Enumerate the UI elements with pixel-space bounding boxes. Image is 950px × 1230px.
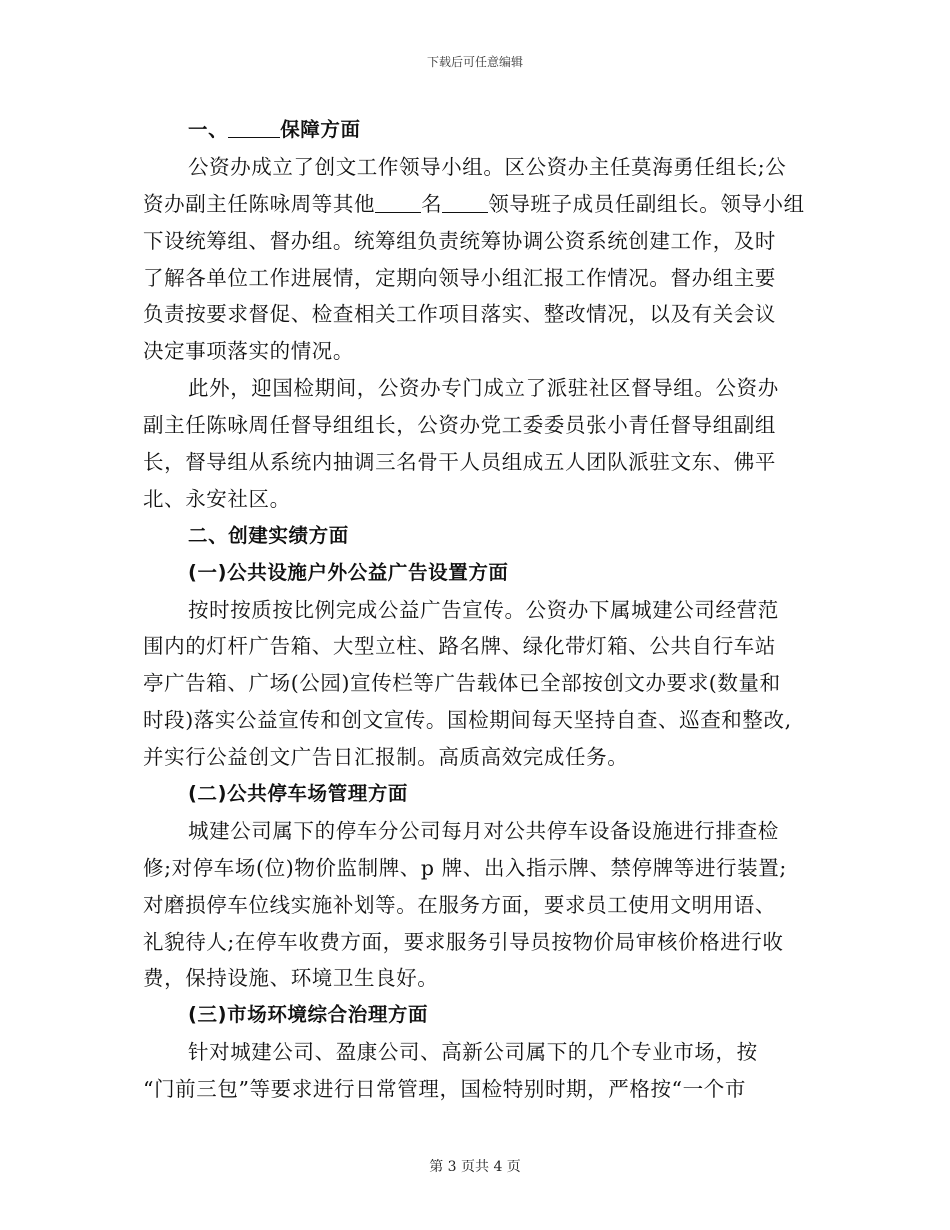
paragraph-line: 公资办成立了创文工作领导小组。区公资办主任莫海勇任组长;公 xyxy=(188,154,787,179)
paragraph-line: 费，保持设施、环境卫生良好。 xyxy=(143,966,439,991)
paragraph-line: 亭广告箱、广场(公园)宣传栏等广告载体已全部按创文办要求(数量和 xyxy=(143,671,781,696)
paragraph-line: 北、永安社区。 xyxy=(143,486,291,511)
paragraph-line: 长，督导组从系统内抽调三名骨干人员组成五人团队派驻文东、佛平 xyxy=(143,450,776,475)
paragraph-line: 修;对停车场(位)物价监制牌、p 牌、出入指示牌、禁停牌等进行装置; xyxy=(143,855,787,880)
paragraph-line: 时段)落实公益宣传和创文宣传。国检期间每天坚持自查、巡查和整改, xyxy=(143,708,792,733)
paragraph-line: 按时按质按比例完成公益广告宣传。公资办下属城建公司经营范 xyxy=(188,597,779,622)
subsection-heading-2: (二)公共停车场管理方面 xyxy=(188,782,409,806)
paragraph-line xyxy=(143,186,811,223)
paragraph-line: 城建公司属下的停车分公司每月对公共停车设备设施进行排查检 xyxy=(188,818,779,843)
blank-underline xyxy=(375,192,421,213)
text-run: 资办副主任陈咏周等其他 xyxy=(143,191,376,216)
paragraph-line: 了解各单位工作进展情，定期向领导小组汇报工作情况。督办组主要 xyxy=(143,265,776,290)
page-header: 下载后可任意编辑 xyxy=(426,55,523,69)
section-heading-1-suffix: 保障方面 xyxy=(280,118,361,141)
blank-underline xyxy=(228,117,280,138)
paragraph-line: 副主任陈咏周任督导组组长，公资办党工委委员张小青任督导组副组 xyxy=(143,413,776,438)
paragraph-line: 围内的灯杆广告箱、大型立柱、路名牌、绿化带灯箱、公共自行车站 xyxy=(143,634,776,659)
paragraph-line: 针对城建公司、盈康公司、高新公司属下的几个专业市场，按 xyxy=(188,1040,758,1065)
text-run: 领导班子成员任副组长。领导小组 xyxy=(488,191,805,216)
section-heading-2: 二、创建实绩方面 xyxy=(188,523,349,547)
blank-underline xyxy=(442,192,488,213)
paragraph-line: 下设统筹组、督办组。统筹组负责统筹协调公资系统创建工作，及时 xyxy=(143,228,776,253)
document-body xyxy=(143,112,811,1108)
subsection-heading-3: (三)市场环境综合治理方面 xyxy=(188,1003,429,1027)
page-footer: 第 3 页共 4 页 xyxy=(429,1159,521,1175)
section-heading-1-prefix: 一、 xyxy=(188,118,229,141)
paragraph-line: 此外，迎国检期间，公资办专门成立了派驻社区督导组。公资办 xyxy=(188,376,779,401)
text-run: 名 xyxy=(421,191,443,216)
section-heading-1 xyxy=(143,112,811,149)
paragraph-line: 并实行公益创文广告日汇报制。高质高效完成任务。 xyxy=(143,745,629,770)
subsection-heading-1: (一)公共设施户外公益广告设置方面 xyxy=(188,560,509,584)
paragraph-line: 对磨损停车位线实施补划等。在服务方面，要求员工使用文明用语、 xyxy=(143,892,776,917)
paragraph-line: 负责按要求督促、检查相关工作项目落实、整改情况，以及有关会议 xyxy=(143,302,776,327)
paragraph-line: “门前三包”等要求进行日常管理，国检特别时期，严格按“一个市 xyxy=(143,1077,746,1102)
paragraph-line: 礼貌待人;在停车收费方面，要求服务引导员按物价局审核价格进行收 xyxy=(143,929,784,954)
paragraph-line: 决定事项落实的情况。 xyxy=(143,339,354,364)
